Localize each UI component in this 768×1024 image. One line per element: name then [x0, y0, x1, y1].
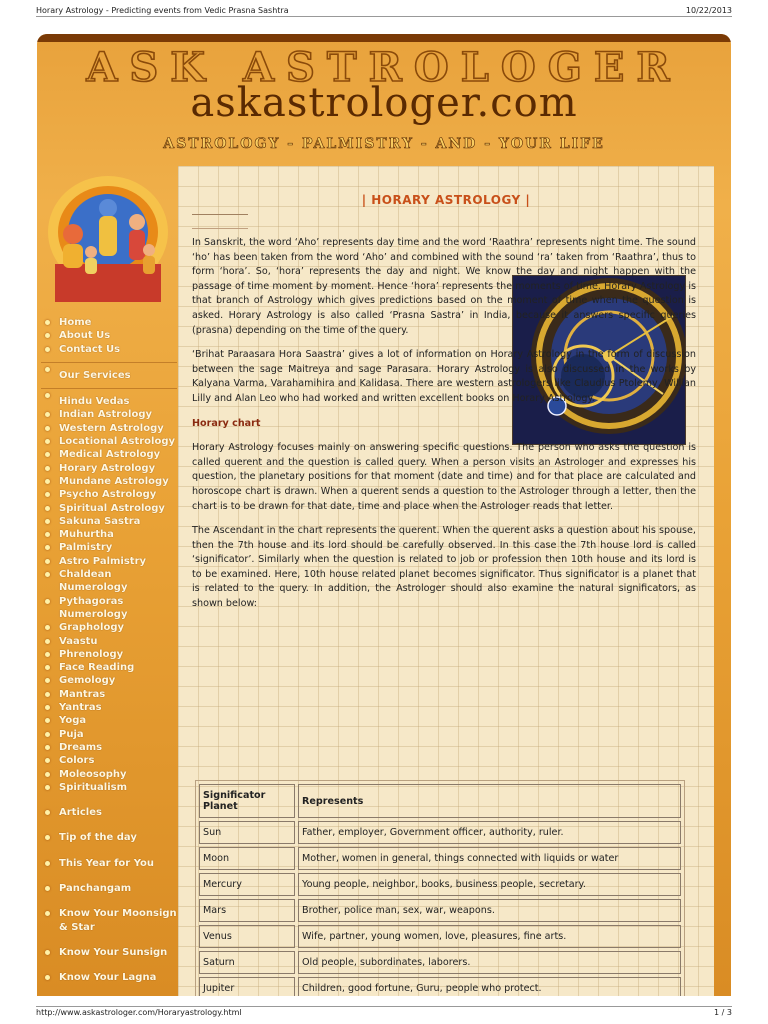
table-header-cell: Significator Planet	[199, 784, 295, 818]
nav-item[interactable]: Spiritual Astrology	[41, 502, 177, 515]
print-footer-url: http://www.askastrologer.com/Horaryastrology.html	[36, 1008, 242, 1017]
article-body	[192, 236, 696, 622]
nav-item[interactable]: Our Services	[41, 362, 177, 382]
nav-item[interactable]: Indian Astrology	[41, 408, 177, 421]
table-cell: Brother, police man, sex, war, weapons.	[298, 899, 681, 922]
table-cell: Sun	[199, 821, 295, 844]
nav-item[interactable]: Medical Astrology	[41, 448, 177, 461]
nav-item[interactable]: Contact Us	[41, 343, 177, 356]
nav-item[interactable]: Yoga	[41, 714, 177, 727]
table-header-row	[199, 784, 681, 818]
table-row	[199, 925, 681, 948]
table-cell: Moon	[199, 847, 295, 870]
page-frame	[37, 34, 731, 996]
page-title: | HORARY ASTROLOGY |	[361, 193, 531, 207]
nav-item[interactable]: Moleosophy	[41, 768, 177, 781]
table-cell: Old people, subordinates, laborers.	[298, 951, 681, 974]
nav-item[interactable]: Colors	[41, 754, 177, 767]
nav-item[interactable]: Vaastu	[41, 635, 177, 648]
deity-image	[45, 172, 171, 304]
nav-item[interactable]: Home	[41, 316, 177, 329]
brand-tagline: ASTROLOGY - PALMISTRY - AND - YOUR LIFE	[163, 136, 605, 152]
nav-item[interactable]: Hindu Vedas	[41, 388, 177, 408]
table-cell: Mars	[199, 899, 295, 922]
print-footer-page: 1 / 3	[714, 1008, 732, 1017]
table-cell: Children, good fortune, Guru, people who protect.	[298, 977, 681, 996]
nav-item[interactable]: About Us	[41, 329, 177, 342]
print-footer	[36, 1008, 732, 1017]
nav-item[interactable]: This Year for You	[41, 857, 177, 870]
nav-item[interactable]: Chaldean Numerology	[41, 568, 177, 595]
nav-item[interactable]: Dreams	[41, 741, 177, 754]
nav-item[interactable]: Puja	[41, 728, 177, 741]
paragraph: Horary Astrology focuses mainly on answering specific questions. The person who asks the question is called querent and the question is called query. When a person visits an Astrologer and expresses his question, the planetary positions for that moment (date and time) and for that place are calculated and horoscope chart is drawn. When a querent sends a question to the Astrologer through a letter, then the chart is to be drawn for that date, time and place when the Astrologer reads that letter.	[192, 442, 696, 512]
print-header-title: Horary Astrology - Predicting events from Vedic Prasna Sashtra	[36, 6, 289, 15]
table-row	[199, 873, 681, 896]
table-cell: Father, employer, Government officer, authority, ruler.	[298, 821, 681, 844]
nav-item[interactable]: Western Astrology	[41, 422, 177, 435]
section-heading: Horary chart	[192, 417, 261, 429]
sidebar-nav	[41, 316, 177, 984]
paragraph: The Ascendant in the chart represents the querent. When the querent asks a question about his spouse, then the 7th house and its lord should be carefully observed. In this case the 7th house lord is called ‘significator’. Similarly when the question is related to job or profession then 10th house and its lord is to be examined. Here, 10th house related planet becomes significator. Thus significator is a planet that is related to the query. In addition, the Astrologer should also examine the natural significators, as shown below:	[192, 525, 696, 610]
intro-paragraph: In Sanskrit, the word ‘Aho’ represents day time and the word ‘Raathra’ represents night time. The sound ‘ho’ has been taken from the word ‘Aho’ and combined with the sound ‘ra’ taken from ‘Raathra’, thus to form ‘hora’. So, ‘hora’ represents the day and night. We know the day and night happen with the passage of time moment by moment. Hence ‘hora’ represents the moments of time. Horary Astrology is that branch of Astrology which gives predictions based on the moment of time when the question is asked. Horary Astrology is also called ‘Prasna Sastra’ in India, because it answers specific queries (prasna) depending on the time of the query.	[192, 237, 696, 336]
table-row	[199, 821, 681, 844]
divider	[192, 214, 248, 215]
nav-item[interactable]: Sakuna Sastra	[41, 515, 177, 528]
table-row	[199, 847, 681, 870]
nav-item[interactable]: Astro Palmistry	[41, 555, 177, 568]
nav-item[interactable]: Panchangam	[41, 882, 177, 895]
nav-item[interactable]: Spiritualism	[41, 781, 177, 794]
brand-title: ASK ASTROLOGER	[86, 44, 682, 91]
table-cell: Young people, neighbor, books, business people, secretary.	[298, 873, 681, 896]
divider	[192, 228, 248, 229]
significator-table	[195, 780, 685, 996]
nav-item[interactable]: Mantras	[41, 688, 177, 701]
print-footer-divider	[36, 1006, 732, 1007]
nav-item[interactable]: Palmistry	[41, 541, 177, 554]
nav-item[interactable]: Horary Astrology	[41, 462, 177, 475]
frame-top-border	[37, 34, 731, 42]
table-row	[199, 899, 681, 922]
table-cell: Saturn	[199, 951, 295, 974]
nav-item[interactable]: Phrenology	[41, 648, 177, 661]
nav-item[interactable]: Yantras	[41, 701, 177, 714]
nav-item[interactable]: Mundane Astrology	[41, 475, 177, 488]
table-cell: Mercury	[199, 873, 295, 896]
print-header-date: 10/22/2013	[685, 6, 732, 15]
brand-site-logo[interactable]: askastrologer.com	[190, 80, 578, 126]
nav-item[interactable]: Articles	[41, 806, 177, 819]
nav-item[interactable]: Know Your Lagna	[41, 971, 177, 984]
print-header-divider	[36, 16, 732, 17]
sidebar	[37, 166, 177, 996]
main-content	[178, 166, 714, 996]
nav-item[interactable]: Muhurtha	[41, 528, 177, 541]
nav-item[interactable]: Locational Astrology	[41, 435, 177, 448]
nav-item[interactable]: Tip of the day	[41, 831, 177, 844]
table-cell: Wife, partner, young women, love, pleasures, fine arts.	[298, 925, 681, 948]
nav-item[interactable]: Know Your Sunsign	[41, 946, 177, 959]
nav-item[interactable]: Pythagoras Numerology	[41, 595, 177, 622]
paragraph: ‘Brihat Paraasara Hora Saastra’ gives a lot of information on Horary Astrology in the form of discussion between the sage Maitreya and sage Parasara. Horary Astrology is also discussed in the works by Kalyana Varma, Varahamihira and Kalidasa. There are western astrologers like Claudius Ptolemy, Willian Lilly and Alan Leo who had worked and written excellent books on Horary Astrology.	[192, 349, 696, 404]
nav-item[interactable]: Know Your Moonsign & Star	[41, 907, 177, 934]
nav-item[interactable]: Gemology	[41, 674, 177, 687]
table-row	[199, 977, 681, 996]
table-cell: Venus	[199, 925, 295, 948]
nav-item[interactable]: Face Reading	[41, 661, 177, 674]
table-cell: Jupiter	[199, 977, 295, 996]
nav-item[interactable]: Graphology	[41, 621, 177, 634]
table-header-cell: Represents	[298, 784, 681, 818]
nav-item[interactable]: Psycho Astrology	[41, 488, 177, 501]
print-header	[36, 6, 732, 15]
table-row	[199, 951, 681, 974]
table-cell: Mother, women in general, things connected with liquids or water	[298, 847, 681, 870]
